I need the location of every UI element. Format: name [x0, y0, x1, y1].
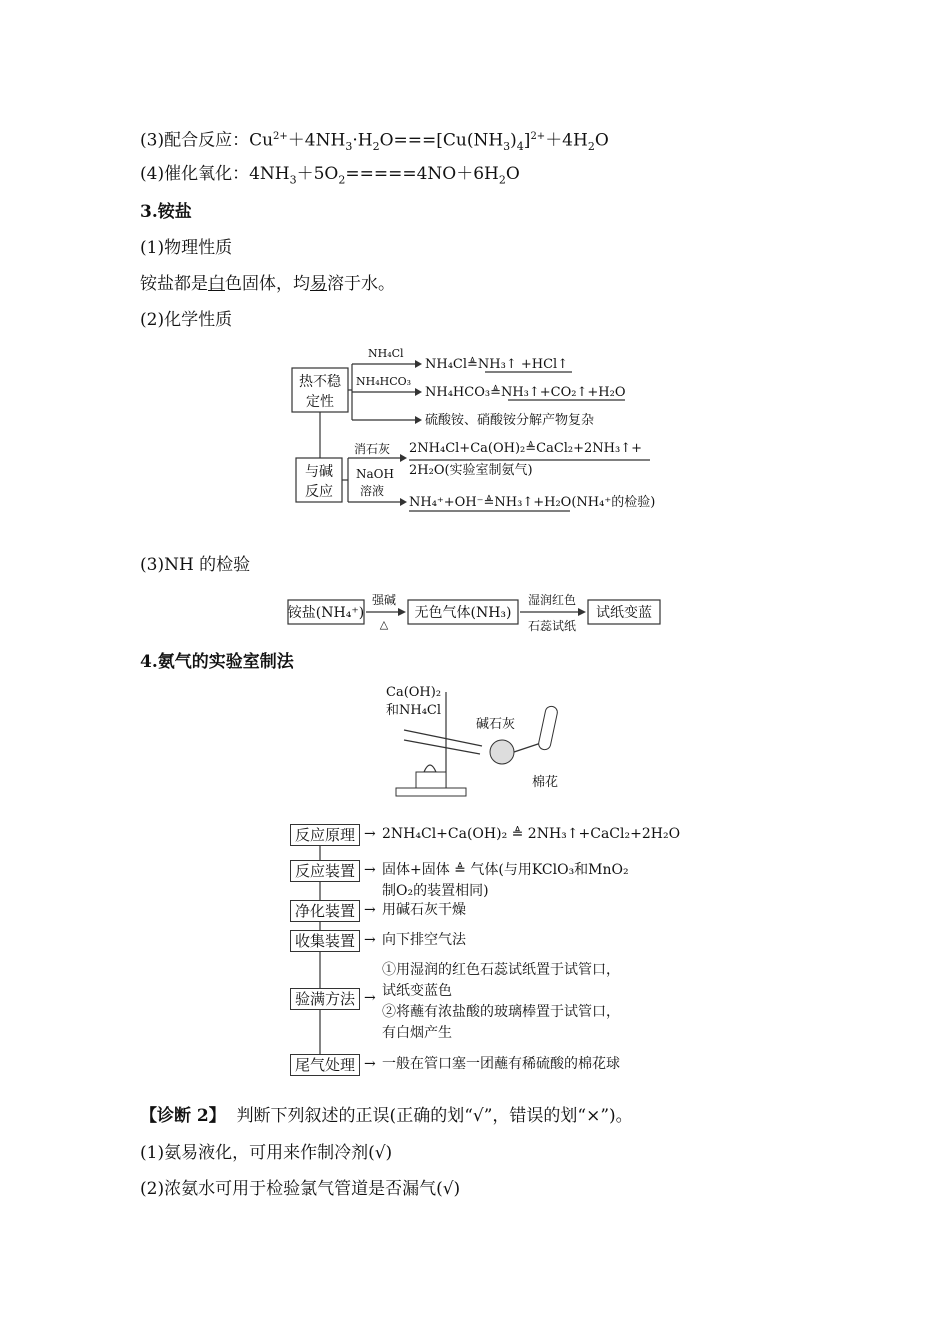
prep-step-text	[382, 1054, 620, 1075]
nh4hco3-label: NH₄HCO₃	[356, 375, 412, 388]
lab-ammonia-equation-2: 2H₂O(实验室制氨气)	[409, 463, 533, 478]
base-reaction-label-2: 反应	[305, 484, 333, 500]
prep-step-label: 验满方法	[290, 988, 360, 1010]
prep-step-text-line: ②将蘸有浓盐酸的玻璃棒置于试管口，	[382, 1004, 620, 1020]
reagent-label-1: Ca(OH)₂	[386, 685, 442, 700]
soda-lime-label: 碱石灰	[476, 717, 516, 732]
prep-step-text-line: ①用湿润的红色石蕊试纸置于试管口，	[382, 962, 620, 978]
prep-step-label: 反应装置	[290, 860, 360, 882]
flame-icon	[424, 765, 436, 772]
prep-step-text	[382, 900, 466, 921]
prep-step-text-line: 有白烟产生	[382, 1025, 452, 1041]
diagnosis-item-1: (1)氨易液化，可用来作制冷剂(√)	[140, 1143, 393, 1163]
nh4cl-label: NH₄Cl	[368, 347, 404, 360]
reaction-line-4: (4)催化氧化：$4NH_3+5O_2=====4NO+6H_2O$	[140, 164, 520, 187]
subsection-3-3: (3)NH 的检验	[140, 555, 251, 575]
sulfate-nitrate-note: 硫酸铵、硝酸铵分解产物复杂	[425, 413, 595, 428]
slaked-lime-label: 消石灰	[354, 442, 391, 456]
naoh-label-2: 溶液	[360, 484, 385, 498]
nh4cl-decomposition: NH₄Cl≜NH₃↑ +HCl↑	[425, 357, 569, 372]
prep-step-arrow: →	[364, 902, 376, 918]
colorless-gas-box: 无色气体(NH₃)	[414, 605, 512, 621]
prep-step-text-line: 用碱石灰干燥	[382, 902, 466, 918]
nh4hco3-decomposition: NH₄HCO₃≜NH₃↑+CO₂↑+H₂O	[425, 385, 626, 400]
physical-properties-text: 铵盐都是白色固体，均易溶于水。	[140, 274, 395, 294]
thermal-stability-label-2: 定性	[306, 394, 334, 410]
lab-ammonia-equation-1: 2NH₄Cl+Ca(OH)₂≜CaCl₂+2NH₃↑+	[409, 441, 643, 456]
prep-step-text	[382, 824, 680, 845]
prep-step-arrow: →	[364, 932, 376, 948]
strong-base-label: 强碱	[371, 593, 397, 607]
reagent-label-2: 和NH₄Cl	[386, 703, 442, 718]
prep-step-arrow: →	[364, 990, 376, 1006]
litmus-bottom-label: 石蕊试纸	[527, 619, 577, 632]
prep-step-text-line: 试纸变蓝色	[382, 983, 452, 999]
prep-step-text-line: 2NH₄Cl+Ca(OH)₂ ≜ 2NH₃↑+CaCl₂+2H₂O	[382, 826, 681, 842]
reaction-line-3: (3)配合反应：$Cu^{2+}+4NH_3\cdot H_2O===[Cu(NH_3)_4]^{2+}+4H_2O$	[140, 130, 609, 154]
subsection-3-2: (2)化学性质	[140, 310, 233, 330]
prep-step-text	[382, 930, 466, 951]
thermal-stability-label-1: 热不稳	[299, 374, 341, 390]
prep-step-text-line: 向下排空气法	[382, 932, 466, 948]
prep-step-text-line: 制O₂的装置相同)	[382, 883, 489, 899]
prep-step-arrow: →	[364, 862, 376, 878]
chemical-properties-diagram	[290, 340, 670, 520]
apparatus-illustration	[384, 682, 584, 802]
ammonium-test-equation: NH₄⁺+OH⁻≜NH₃↑+H₂O(NH₄⁺的检验)	[409, 495, 656, 510]
prep-step-arrow: →	[364, 826, 376, 842]
drying-tube-icon	[490, 740, 514, 764]
section-3-title: 3.铵盐	[140, 202, 192, 222]
collection-tube-icon	[538, 705, 559, 751]
prep-step-text	[382, 960, 620, 1044]
preparation-flow	[288, 824, 681, 1084]
prep-step-label: 反应原理	[290, 824, 360, 846]
prep-step-arrow: →	[364, 1056, 376, 1072]
base-reaction-label-1: 与碱	[305, 464, 333, 480]
diagnosis-item-2: (2)浓氨水可用于检验氯气管道是否漏气(√)	[140, 1179, 461, 1199]
ammonium-test-flow	[286, 590, 666, 632]
prep-step-label: 尾气处理	[290, 1054, 360, 1076]
ammonium-salt-box: 铵盐(NH₄⁺)	[287, 605, 365, 621]
cotton-label: 棉花	[532, 775, 559, 790]
prep-step-label: 收集装置	[290, 930, 360, 952]
section-4-title: 4.氨气的实验室制法	[140, 652, 294, 672]
prep-step-text-line: 固体+固体 ≜ 气体(与用KClO₃和MnO₂	[382, 862, 629, 878]
prep-step-text-line: 一般在管口塞一团蘸有稀硫酸的棉花球	[382, 1056, 620, 1072]
diagnosis-heading: 【诊断 2】 判断下列叙述的正误(正确的划“√”，错误的划“×”)。	[140, 1106, 633, 1126]
prep-step-text	[382, 860, 629, 902]
litmus-top-label: 湿润红色	[527, 593, 577, 607]
naoh-label-1: NaOH	[356, 467, 394, 481]
paper-turns-blue-box: 试纸变蓝	[596, 605, 652, 621]
subsection-3-1: (1)物理性质	[140, 238, 233, 258]
heat-symbol: △	[379, 618, 389, 631]
prep-step-label: 净化装置	[290, 900, 360, 922]
